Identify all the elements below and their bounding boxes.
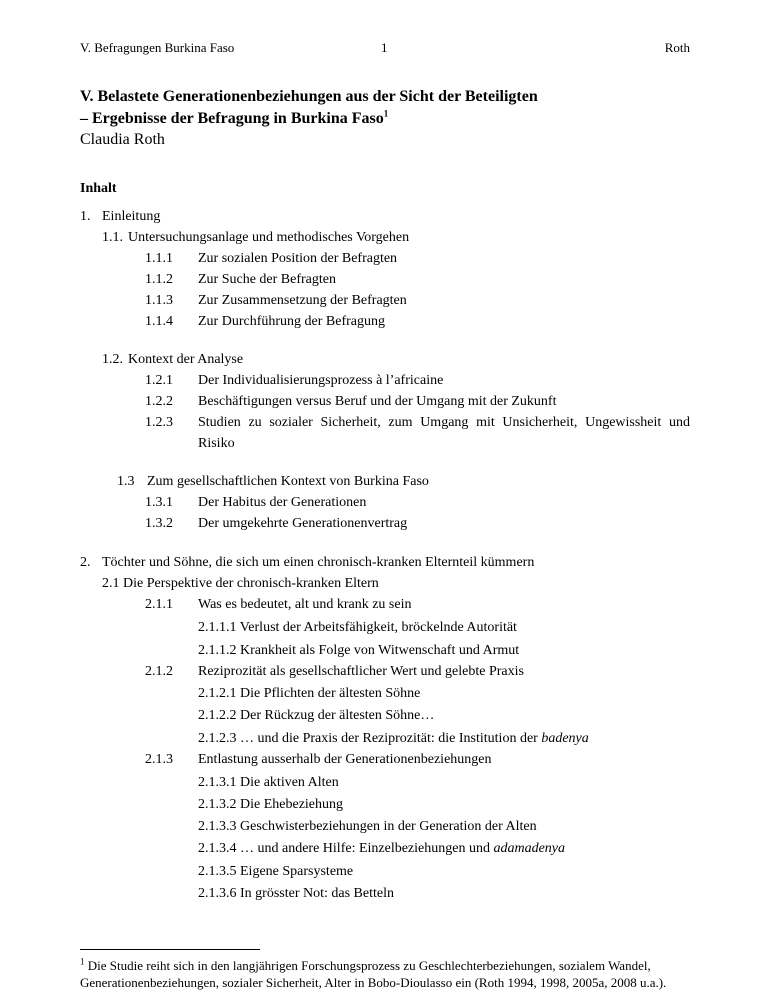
chapter-title-line2 bbox=[80, 110, 388, 128]
footnote-line2: Generationenbeziehungen, sozialer Sicherheit, Alter in Bobo-Dioulasso ein (Roth 1994, 1998, 2005a, 2008 u.a.). bbox=[80, 975, 667, 990]
toc-entry-2-1-3-5: 2.1.3.5 Eigene Sparsysteme bbox=[198, 864, 354, 879]
toc-entry-1-3-1: Der Habitus der Generationen bbox=[198, 495, 367, 510]
toc-num-1-1: 1.1. bbox=[102, 230, 123, 245]
footnote-line1 bbox=[80, 957, 651, 974]
running-header-right: Roth bbox=[664, 40, 690, 55]
toc-entry-2-1-2: Reziprozität als gesellschaftlicher Wert und gelebte Praxis bbox=[198, 664, 524, 679]
toc-num-2-1-2: 2.1.2 bbox=[145, 664, 173, 679]
footnote-mark: 1 bbox=[80, 956, 85, 967]
footnote-text-line1: Die Studie reiht sich in den langjährigen Forschungsprozess zu Geschlechterbeziehungen, sozialem Wandel, bbox=[87, 958, 651, 973]
toc-num-2: 2. bbox=[80, 555, 91, 570]
toc-entry-1: Einleitung bbox=[102, 209, 161, 224]
toc-entry-1-2-3 bbox=[198, 415, 690, 431]
author: Claudia Roth bbox=[80, 131, 165, 148]
chapter-title-line2-text: – Ergebnisse der Befragung in Burkina Faso bbox=[80, 110, 384, 127]
toc-entry-2-1-3-4-term: adamadenya bbox=[493, 841, 566, 856]
toc-num-1-3: 1.3 bbox=[117, 474, 135, 489]
toc-num-1-2-2: 1.2.2 bbox=[145, 394, 173, 409]
toc-num-1-1-4: 1.1.4 bbox=[145, 314, 173, 329]
footnote-reference[interactable]: 1 bbox=[383, 108, 389, 119]
toc-word: zu bbox=[248, 415, 262, 430]
toc-num-1-1-2: 1.1.2 bbox=[145, 272, 173, 287]
toc-num-1-1-1: 1.1.1 bbox=[145, 251, 173, 266]
page-number: 1 bbox=[381, 40, 388, 55]
toc-num-1-1-3: 1.1.3 bbox=[145, 293, 173, 308]
toc-entry-1-2-1: Der Individualisierungsprozess à l’africaine bbox=[198, 373, 444, 388]
toc-word: mit bbox=[476, 415, 495, 430]
toc-entry-1-2-2: Beschäftigungen versus Beruf und der Umgang mit der Zukunft bbox=[198, 394, 557, 409]
toc-entry-2-1-3-4 bbox=[198, 841, 565, 857]
toc-entry-1-1-1: Zur sozialen Position der Befragten bbox=[198, 251, 398, 266]
footnote-separator bbox=[80, 949, 260, 950]
toc-word: Umgang bbox=[420, 415, 469, 430]
toc-entry-1-2-3-continued: Risiko bbox=[198, 436, 235, 451]
toc-word: Studien bbox=[198, 415, 241, 430]
toc-word: zum bbox=[388, 415, 413, 430]
toc-entry-2-1-3-2: 2.1.3.2 Die Ehebeziehung bbox=[198, 797, 344, 812]
toc-num-1-3-1: 1.3.1 bbox=[145, 495, 173, 510]
toc-num-1: 1. bbox=[80, 209, 91, 224]
contents-heading: Inhalt bbox=[80, 181, 117, 196]
toc-word: Unsicherheit, bbox=[502, 415, 578, 430]
toc-entry-1-2: Kontext der Analyse bbox=[128, 352, 244, 367]
toc-num-1-2-3: 1.2.3 bbox=[145, 415, 173, 430]
toc-entry-2-1-1-1: 2.1.1.1 Verlust der Arbeitsfähigkeit, bröckelnde Autorität bbox=[198, 620, 517, 635]
toc-entry-2-1: 2.1 Die Perspektive der chronisch-kranken Eltern bbox=[102, 576, 379, 591]
toc-word: Ungewissheit bbox=[585, 415, 662, 430]
toc-entry-2-1-2-3-text: 2.1.2.3 … und die Praxis der Reziprozität: die Institution der bbox=[198, 731, 542, 746]
toc-entry-1-1-2: Zur Suche der Befragten bbox=[198, 272, 336, 287]
toc-entry-2-1-2-3-term: badenya bbox=[541, 731, 589, 746]
toc-entry-2-1-3-6: 2.1.3.6 In grösster Not: das Betteln bbox=[198, 886, 394, 901]
toc-word: und bbox=[668, 415, 690, 430]
toc-entry-2-1-3-4-text: 2.1.3.4 … und andere Hilfe: Einzelbeziehungen und bbox=[198, 841, 494, 856]
toc-entry-1-3: Zum gesellschaftlichen Kontext von Burkina Faso bbox=[147, 474, 429, 489]
toc-entry-1-3-2: Der umgekehrte Generationenvertrag bbox=[198, 516, 408, 531]
toc-word: sozialer bbox=[269, 415, 313, 430]
chapter-title-line1: V. Belastete Generationenbeziehungen aus der Sicht der Beteiligten bbox=[80, 88, 538, 105]
toc-entry-2-1-1-2: 2.1.1.2 Krankheit als Folge von Witwenschaft und Armut bbox=[198, 643, 520, 658]
toc-num-1-2-1: 1.2.1 bbox=[145, 373, 173, 388]
toc-num-1-2: 1.2. bbox=[102, 352, 123, 367]
toc-entry-2-1-3-3: 2.1.3.3 Geschwisterbeziehungen in der Generation der Alten bbox=[198, 819, 537, 834]
toc-entry-1-1-4: Zur Durchführung der Befragung bbox=[198, 314, 385, 329]
toc-num-2-1-1: 2.1.1 bbox=[145, 597, 173, 612]
toc-entry-1-1-3: Zur Zusammensetzung der Befragten bbox=[198, 293, 407, 308]
toc-entry-1-1: Untersuchungsanlage und methodisches Vorgehen bbox=[128, 230, 410, 245]
toc-entry-2-1-3-1: 2.1.3.1 Die aktiven Alten bbox=[198, 775, 339, 790]
running-header-left: V. Befragungen Burkina Faso bbox=[80, 40, 235, 55]
toc-entry-2-1-2-1: 2.1.2.1 Die Pflichten der ältesten Söhne bbox=[198, 686, 421, 701]
toc-entry-2: Töchter und Söhne, die sich um einen chronisch-kranken Elternteil kümmern bbox=[102, 555, 535, 570]
toc-num-2-1-3: 2.1.3 bbox=[145, 752, 173, 767]
toc-entry-2-1-2-2: 2.1.2.2 Der Rückzug der ältesten Söhne… bbox=[198, 708, 435, 723]
toc-entry-2-1-2-3 bbox=[198, 731, 589, 747]
toc-entry-2-1-1: Was es bedeutet, alt und krank zu sein bbox=[198, 597, 412, 612]
toc-word: Sicherheit, bbox=[320, 415, 381, 430]
toc-num-1-3-2: 1.3.2 bbox=[145, 516, 173, 531]
toc-entry-2-1-3: Entlastung ausserhalb der Generationenbeziehungen bbox=[198, 752, 492, 767]
